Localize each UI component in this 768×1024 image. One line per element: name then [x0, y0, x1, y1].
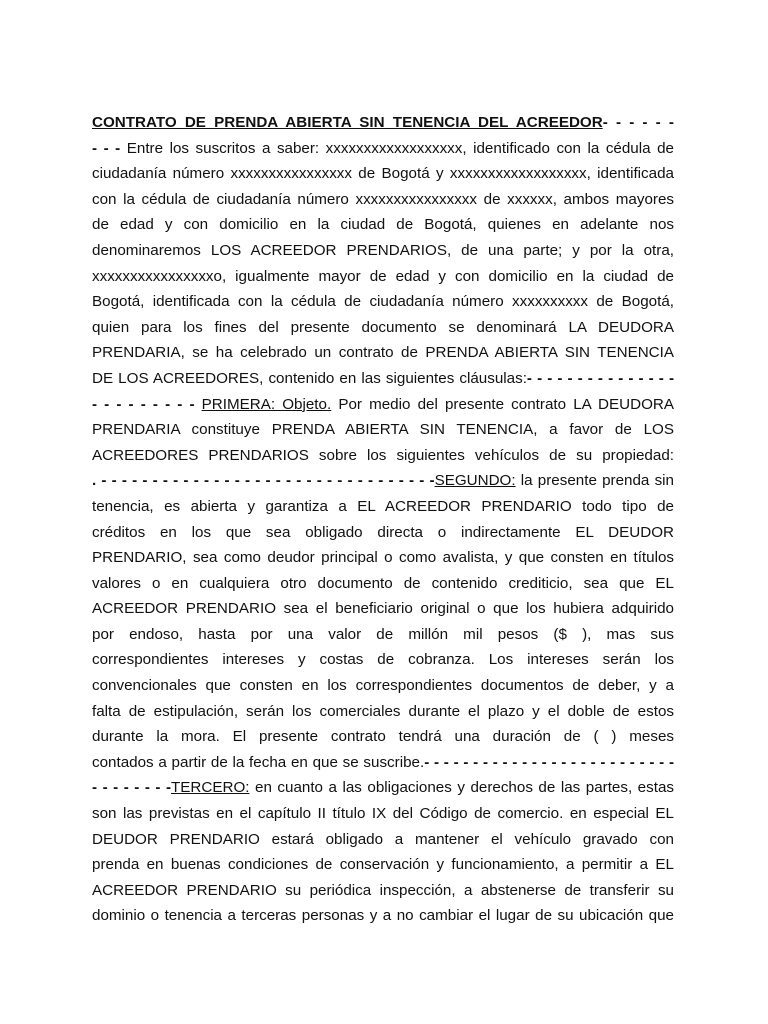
text-run: Por medio del presente contrato LA DEUDORA [331, 395, 674, 413]
text-line [92, 315, 674, 341]
contract-title: CONTRATO DE PRENDA ABIERTA SIN TENENCIA DEL ACREEDOR [92, 114, 603, 131]
text-line [92, 468, 674, 494]
dash-filler: - - - - - - - - [92, 779, 172, 797]
text-line [92, 392, 674, 418]
dash-filler: - - - - - - - - - - - - - - - - - - - - - - - - - - [424, 753, 674, 771]
text-run: tenencia, es abierta y garantiza a EL ACREEDOR PRENDARIO todo tipo de [92, 497, 674, 515]
text-run: DE LOS ACREEDORES, contenido en las siguientes cláusulas: [92, 369, 527, 387]
dash-filler: . - - - - - - - - - - - - - - - - - - - - - - - - - - - - - - - - - [92, 472, 435, 490]
text-run: DEUDOR PRENDARIO estará obligado a mantener el vehículo gravado con [92, 830, 674, 848]
text-line [92, 545, 674, 571]
text-line [92, 827, 674, 853]
clause-heading: SEGUNDO: [434, 472, 516, 490]
text-line [92, 571, 674, 597]
text-line [92, 417, 674, 443]
text-line [92, 724, 674, 750]
text-run: son las previstas en el capítulo II título IX del Código de comercio. en especial EL [92, 805, 674, 823]
text-run: correspondientes intereses y costas de cobranza. Los intereses serán los [92, 651, 674, 669]
text-run: ACREEDOR PRENDARIO su periódica inspección, a abstenerse de transferir su [92, 881, 674, 899]
text-line [92, 596, 674, 622]
text-line [92, 340, 674, 366]
text-line [92, 903, 674, 929]
text-run: contados a partir de la fecha en que se suscribe. [92, 753, 425, 771]
text-line [92, 673, 674, 699]
contract-body [92, 110, 674, 929]
text-line [92, 699, 674, 725]
text-line [92, 520, 674, 546]
text-run: ACREEDORES PRENDARIOS sobre los siguientes vehículos de su propiedad: [92, 446, 674, 464]
text-run: dominio o tenencia a terceras personas y a no cambiar el lugar de su ubicación que [92, 907, 674, 925]
text-line [92, 852, 674, 878]
title-dashes: - - - - - - [602, 114, 674, 131]
text-line [92, 212, 674, 238]
title-line [92, 110, 674, 136]
text-run: PRENDARIO, sea como deudor principal o como avalista, y que consten en títulos [92, 549, 674, 567]
text-line [92, 878, 674, 904]
text-line [92, 622, 674, 648]
text-run: convencionales que consten en los correspondientes documentos de deber, y a [92, 677, 674, 695]
text-line [92, 187, 674, 213]
text-run [195, 396, 202, 413]
text-line [92, 264, 674, 290]
text-line [92, 366, 674, 392]
text-run: durante la mora. El presente contrato tendrá una duración de ( ) meses [92, 728, 674, 746]
text-line [92, 289, 674, 315]
text-run: prenda en buenas condiciones de conservación y funcionamiento, a permitir a EL [92, 856, 674, 874]
text-run: en cuanto a las obligaciones y derechos de las partes, estas [249, 779, 674, 797]
text-line [92, 161, 674, 187]
text-run: créditos en los que sea obligado directa o indirectamente EL DEUDOR [92, 523, 674, 541]
text-line [92, 775, 674, 801]
dash-filler: - - - [92, 139, 121, 157]
clause-heading: TERCERO: [171, 779, 250, 797]
text-line [92, 494, 674, 520]
text-run: por endoso, hasta por una valor de millón mil pesos ($ ), mas sus [92, 625, 674, 643]
text-run: valores o en cualquiera otro documento de contenido crediticio, sea que EL [92, 574, 674, 592]
text-run: denominaremos LOS ACREEDOR PRENDARIOS, de una parte; y por la otra, [92, 241, 674, 259]
text-line [92, 136, 674, 162]
text-run: de edad y con domicilio en la ciudad de Bogotá, quienes en adelante nos [92, 216, 674, 234]
text-run: ACREEDOR PRENDARIO sea el beneficiario original o que los hubiera adquirido [92, 600, 674, 618]
text-run: ciudadanía número xxxxxxxxxxxxxxxx de Bogotá y xxxxxxxxxxxxxxxxxx, identificada [92, 165, 674, 183]
text-run: la presente prenda sin [515, 472, 674, 490]
text-run: Entre los suscritos a saber: xxxxxxxxxxxxxxxxxx, identificado con la cédula de [120, 139, 674, 157]
text-run: Bogotá, identificada con la cédula de ciudadanía número xxxxxxxxxx de Bogotá, [92, 293, 674, 311]
text-run: PRENDARIA constituye PRENDA ABIERTA SIN TENENCIA, a favor de LOS [92, 421, 674, 439]
text-line [92, 750, 674, 776]
text-run: PRENDARIA, se ha celebrado un contrato de PRENDA ABIERTA SIN TENENCIA [92, 344, 674, 362]
dash-filler: - - - - - - - - - [92, 395, 195, 413]
text-run: falta de estipulación, serán los comerciales durante el plazo y el doble de estos [92, 702, 674, 720]
text-run: xxxxxxxxxxxxxxxxo, igualmente mayor de edad y con domicilio en la ciudad de [92, 267, 674, 285]
text-line [92, 238, 674, 264]
text-line [92, 647, 674, 673]
contract-text [92, 136, 674, 929]
text-line [92, 801, 674, 827]
clause-heading: PRIMERA: Objeto. [201, 395, 332, 413]
text-run: quien para los fines del presente documento se denominará LA DEUDORA [92, 318, 674, 336]
dash-filler: - - - - - - - - - - - - - - - [526, 369, 674, 387]
text-line [92, 443, 674, 469]
text-run: con la cédula de ciudadanía número xxxxxxxxxxxxxxxx de xxxxxx, ambos mayores [92, 190, 674, 208]
